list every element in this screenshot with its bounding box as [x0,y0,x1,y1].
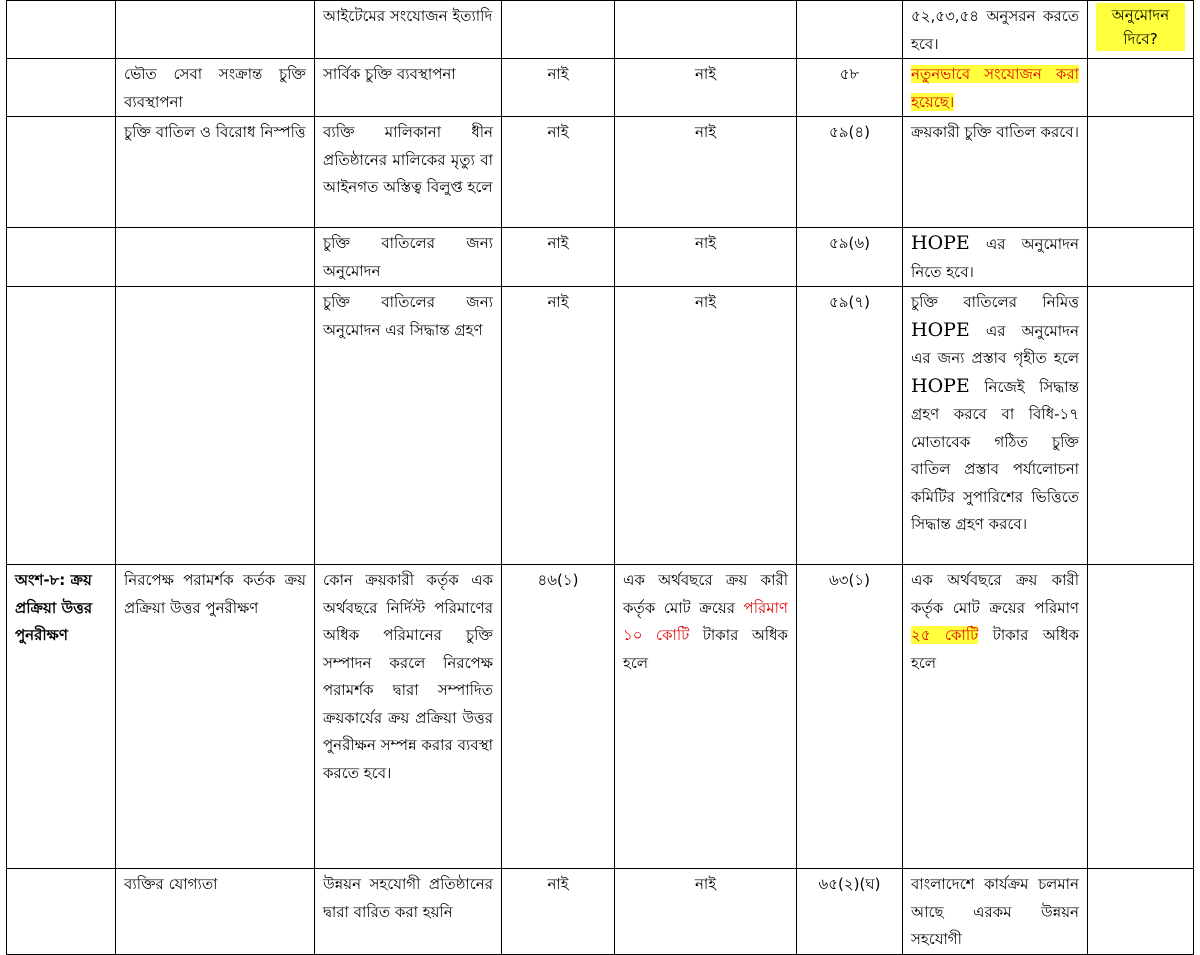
text-segment: এক অর্থবছরে ক্রয় কারী কর্তৃক মোট ক্রয়ের পরিমাণ [911,571,1079,617]
section-cell [7,228,116,287]
old-rule-cell: নাই [502,117,615,228]
item-cell: কোন ক্রয়কারী কর্তৃক এক অর্থবছরে নির্দিস্ট পরিমাণের অধিক পরিমানের চুক্তি সম্পাদন করলে নিরপেক্ষ পরামর্শক দ্বারা সম্পাদিত ক্রয়কার্যের ক্রয় প্রক্রিয়া উত্তর পুনরীক্ষন সম্পন্ন করার ব্যবস্থা করতে হবে। [315,565,502,869]
hope-term: HOPE [911,232,970,254]
new-addition-note: নতুনভাবে সংযোজন করা হয়েছে। [911,65,1079,111]
item-cell: আইটেমের সংযোজন ইত্যাদি [315,1,502,59]
section-cell: অংশ-৮: ক্রয় প্রক্রিয়া উত্তর পুনরীক্ষণ [7,565,116,869]
table-row [7,287,1194,565]
item-cell: উন্নয়ন সহযোগী প্রতিষ্ঠানের দ্বারা বারিত করা হয়নি [315,869,502,955]
old-text-cell: নাই [615,228,797,287]
text-segment: এর অনুমোদন নিতে হবে। [911,235,1079,281]
text-segment: টাকার অধিক হলে [623,626,788,672]
comment-cell [1088,869,1194,955]
text-segment: টাকার অধিক হলে [911,626,1079,672]
old-text-cell: নাই [615,117,797,228]
new-text-cell [903,59,1088,117]
old-rule-cell: ৪৬(১) [502,565,615,869]
new-text-cell: বাংলাদেশে কার্যক্রম চলমান আছে এরকম উন্নয়ন সহযোগী [903,869,1088,955]
new-text-cell: ক্রয়কারী চুক্তি বাতিল করবে। [903,117,1088,228]
item-cell: ব্যক্তি মালিকানা ধীন প্রতিষ্ঠানের মালিকের মৃত্যু বা আইনগত অস্তিত্ব বিলুপ্ত হলে [315,117,502,228]
section-cell [7,117,116,228]
hope-term: HOPE [911,374,970,397]
item-cell: চুক্তি বাতিলের জন্য অনুমোদন এর সিদ্ধান্ত গ্রহণ [315,287,502,565]
topic-cell [116,228,315,287]
topic-cell: নিরপেক্ষ পরামর্শক কর্তক ক্রয় প্রক্রিয়া উত্তর পুনরীক্ষণ [116,565,315,869]
hope-term: HOPE [911,318,970,341]
comment-cell [1088,228,1194,287]
new-rule-cell: ৫৯(৬) [797,228,903,287]
old-text-cell [615,565,797,869]
comment-cell [1088,565,1194,869]
table-row [7,59,1194,117]
old-rule-cell: নাই [502,228,615,287]
section-cell [7,1,116,59]
old-text-cell: নাই [615,869,797,955]
comment-cell [1088,117,1194,228]
section-cell [7,59,116,117]
regulation-comparison-table [6,0,1194,955]
old-rule-cell [502,1,615,59]
table-row [7,869,1194,955]
topic-cell [116,287,315,565]
section-cell [7,869,116,955]
new-rule-cell: ৫৮ [797,59,903,117]
old-rule-cell: নাই [502,59,615,117]
topic-cell: ভৌত সেবা সংক্রান্ত চুক্তি ব্যবস্থাপনা [116,59,315,117]
old-text-cell [615,1,797,59]
old-text-cell: নাই [615,287,797,565]
new-rule-cell: ৫৯(৪) [797,117,903,228]
new-rule-cell: ৬৫(২)(ঘ) [797,869,903,955]
new-rule-cell [797,1,903,59]
topic-cell [116,1,315,59]
text-segment: নিজেই সিদ্ধান্ত গ্রহণ করবে বা বিধি-১৭ মোতাবেক গঠিত চুক্তি বাতিল প্রস্তাব পর্যালোচনা কমিটির সুপারিশের ভিত্তিতে সিদ্ধান্ত গ্রহণ করবে। [911,377,1079,533]
new-text-cell [903,287,1088,565]
text-segment: এক অর্থবছরে ক্রয় কারী কর্তৃক মোট ক্রয়ের [623,571,788,617]
new-text-cell [903,228,1088,287]
table-row [7,117,1194,228]
old-rule-cell: নাই [502,287,615,565]
topic-cell: ব্যক্তির যোগ্যতা [116,869,315,955]
new-rule-cell: ৫৯(৭) [797,287,903,565]
comment-cell [1088,287,1194,565]
comment-cell [1088,1,1194,59]
new-rule-cell: ৬৩(১) [797,565,903,869]
old-amount-emphasis: পরিমাণ ১০ কোটি [623,598,788,644]
table-row [7,565,1194,869]
table-row [7,1,1194,59]
table-row [7,228,1194,287]
old-text-cell: নাই [615,59,797,117]
old-rule-cell: নাই [502,869,615,955]
section-cell [7,287,116,565]
new-text-cell [903,565,1088,869]
text-segment: চুক্তি বাতিলের নিমিত্ত [911,293,1079,311]
comment-cell [1088,59,1194,117]
item-cell: চুক্তি বাতিলের জন্য অনুমোদন [315,228,502,287]
item-cell: সার্বিক চুক্তি ব্যবস্থাপনা [315,59,502,117]
new-text-cell: ৫২,৫৩,৫৪ অনুসরন করতে হবে। [903,1,1088,59]
new-amount-highlight: ২৫ কোটি [911,626,979,644]
text-segment: এর অনুমোদন এর জন্য প্রস্তাব গৃহীত হলে [911,321,1079,367]
approval-question-highlight: অনুমোদন দিবে? [1096,3,1185,51]
topic-cell: চুক্তি বাতিল ও বিরোধ নিস্পত্তি [116,117,315,228]
